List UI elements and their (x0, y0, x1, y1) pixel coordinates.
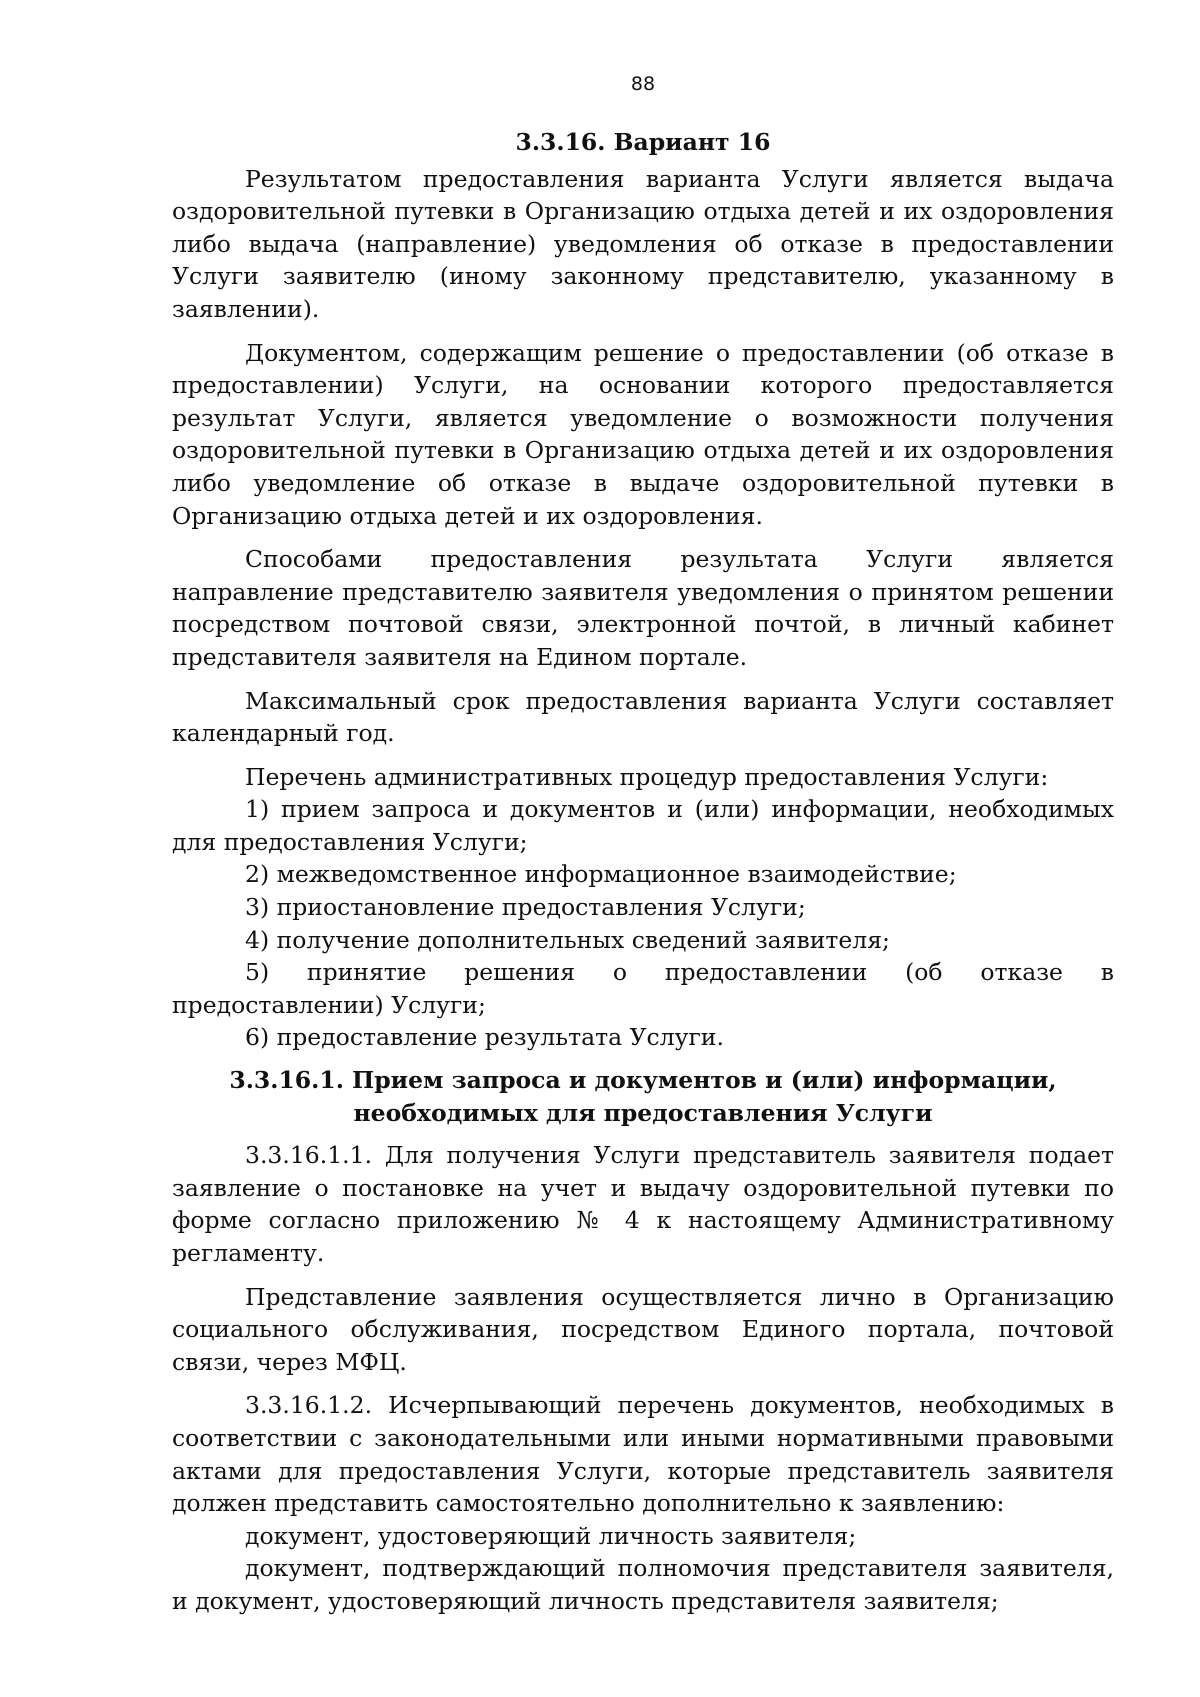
page-content (172, 126, 1114, 1618)
paragraph-documents-list: 3.3.16.1.2. Исчерпывающий перечень документов, необходимых в соответствии с законодательными или иными нормативными правовыми актами для предоставления Услуги, которые представитель заявителя должен представить самостоятельно дополнительно к заявлению: (172, 1391, 1114, 1518)
procedure-item: 3) приостановление предоставления Услуги; (245, 893, 806, 922)
paragraph-application: 3.3.16.1.1. Для получения Услуги представитель заявителя подает заявление о постановке на учет и выдачу оздоровительной путевки по форме согласно приложению № 4 к настоящему Административному регламенту. (172, 1141, 1114, 1267)
section-heading: 3.3.16. Вариант 16 (515, 128, 771, 156)
subsection-heading: 3.3.16.1. Прием запроса и документов и (или) информации, необходимых для предоставления Услуги (229, 1066, 1057, 1127)
paragraph-decision-document: Документом, содержащим решение о предоставлении (об отказе в предоставлении) Услуги, на основании которого предоставляется результат Услуги, является уведомление о возможности получения оздоровительной путевки в Организацию отдыха детей и их оздоровления либо уведомление об отказе в выдаче оздоровительной путевки в Организацию отдыха детей и их оздоровления. (172, 338, 1114, 530)
procedures-title: Перечень административных процедур предоставления Услуги: (245, 762, 1049, 791)
procedure-item: 1) прием запроса и документов и (или) информации, необходимых для предоставления Услуги; (172, 795, 1114, 856)
paragraph-result: Результатом предоставления варианта Услуги является выдача оздоровительной путевки в Организацию отдыха детей и их оздоровления либо выдача (направление) уведомления об отказе в предоставлении Услуги заявителю (иному законному представителю, указанному в заявлении). (172, 164, 1114, 323)
document-item: документ, удостоверяющий личность заявителя; (245, 1521, 857, 1550)
document-item: документ, подтверждающий полномочия представителя заявителя, и документ, удостоверяющий личность представителя заявителя; (172, 1554, 1114, 1615)
paragraph-delivery-methods: Способами предоставления результата Услуги является направление представителю заявителя уведомления о принятом решении посредством почтовой связи, электронной почтой, в личный кабинет представителя заявителя на Едином портале. (172, 545, 1114, 671)
procedure-item: 2) межведомственное информационное взаимодействие; (245, 860, 957, 889)
procedure-item: 6) предоставление результата Услуги. (245, 1023, 724, 1052)
procedure-item: 5) принятие решения о предоставлении (об отказе в предоставлении) Услуги; (172, 958, 1114, 1019)
paragraph-submission: Представление заявления осуществляется лично в Организацию социального обслуживания, посредством Единого портала, почтовой связи, через МФЦ. (172, 1282, 1114, 1376)
procedure-item: 4) получение дополнительных сведений заявителя; (245, 925, 890, 954)
page-number: 88 (630, 73, 656, 95)
paragraph-max-term: Максимальный срок предоставления варианта Услуги составляет календарный год. (172, 686, 1114, 748)
